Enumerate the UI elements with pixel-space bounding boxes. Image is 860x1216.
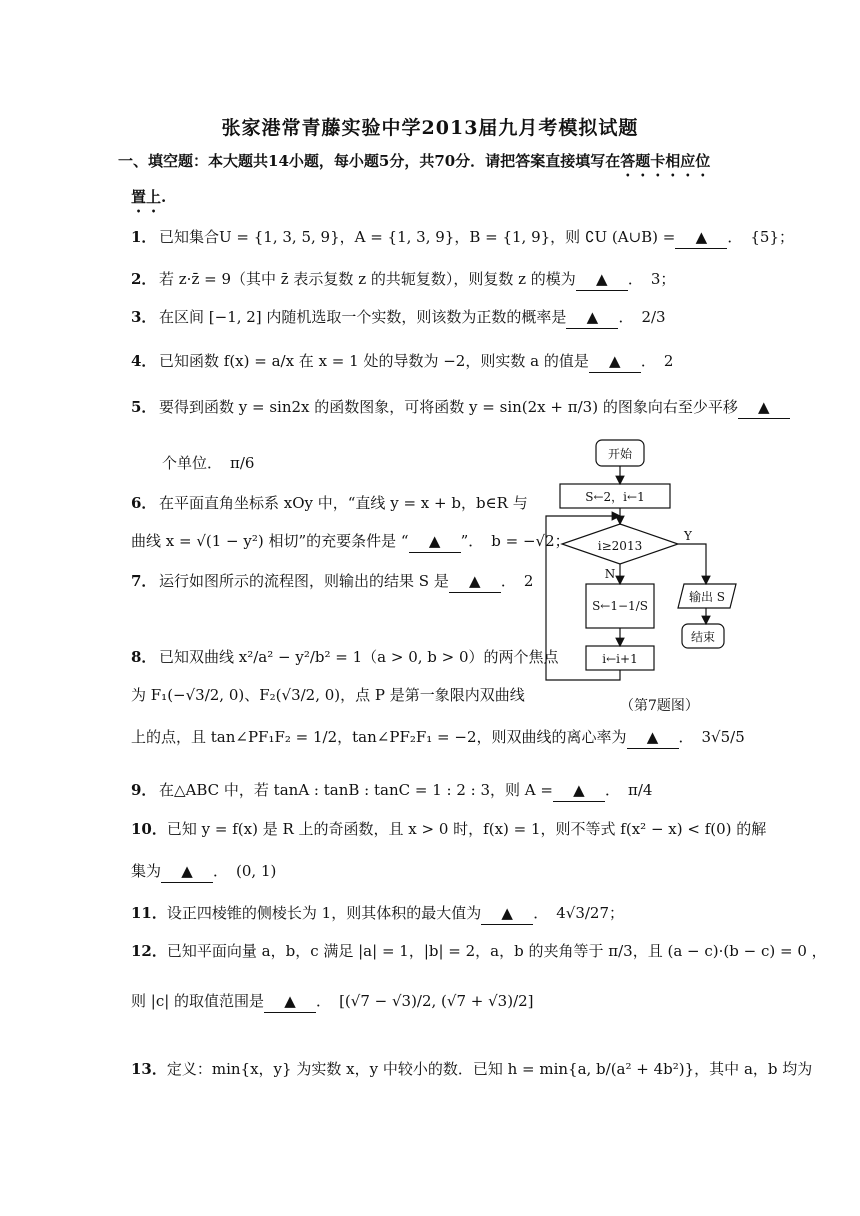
- question-line: [131, 268, 675, 291]
- question-punct: ．: [213, 862, 229, 880]
- question-number: 10．: [131, 820, 167, 838]
- question-number: 8．: [131, 648, 157, 666]
- question-punct: ．: [533, 904, 549, 922]
- section-heading-emph-1: 答题卡相应位: [620, 152, 711, 170]
- question-text: 已知函数 f(x) = a/x 在 x = 1 处的导数为 −2，则实数 a 的值是: [159, 352, 589, 370]
- answer-blank: ▲: [481, 902, 533, 925]
- answer-blank: ▲: [627, 726, 679, 749]
- answer-text: 3√5/5: [701, 728, 745, 746]
- answer-text: π/6: [230, 454, 255, 472]
- question-text: 已知双曲线 x²/a² − y²/b² = 1（a > 0, b > 0）的两个焦点: [159, 648, 559, 666]
- question-text: 已知集合U = {1, 3, 5, 9}，A = {1, 3, 9}，B = {1, 9}，则 ∁U (A∪B) =: [159, 228, 676, 246]
- answer-text: π/4: [627, 781, 653, 799]
- answer-text: 2: [523, 572, 534, 590]
- question-text: 若 z·z̄ = 9（其中 z̄ 表示复数 z 的共轭复数），则复数 z 的模为: [159, 270, 576, 288]
- question-line: [131, 990, 534, 1013]
- question-line: [131, 940, 827, 962]
- question-line: [162, 452, 254, 474]
- question-line: [131, 646, 559, 668]
- answer-blank: ▲: [576, 268, 628, 291]
- question-line: [131, 530, 570, 553]
- answer-blank: ▲: [553, 779, 605, 802]
- answer-text: b = −√2；: [491, 532, 570, 550]
- flowchart-no-label: N: [604, 567, 616, 581]
- question-number: 6．: [131, 494, 157, 512]
- answer-text: 2: [663, 352, 674, 370]
- answer-blank: ▲: [409, 530, 461, 553]
- question-punct: ．: [618, 308, 634, 326]
- question-punct: ．: [678, 728, 694, 746]
- question-text: 设正四棱锥的侧棱长为 1，则其体积的最大值为: [166, 904, 482, 922]
- question-line: [131, 726, 745, 749]
- answer-text: 3；: [650, 270, 676, 288]
- question-line: [131, 570, 533, 593]
- answer-blank: ▲: [449, 570, 501, 593]
- flowchart: [540, 436, 760, 726]
- answer-text: {5}；: [750, 228, 795, 246]
- question-punct: ．: [604, 781, 620, 799]
- question-number: 11．: [131, 904, 167, 922]
- question-line: [131, 860, 276, 883]
- question-line: [131, 350, 673, 373]
- section-heading-end: .: [161, 188, 167, 206]
- question-text: 已知平面向量 a，b，c 满足 |a| = 1，|b| = 2，a，b 的夹角等于 π/3，且 (a − c)·(b − c) = 0 ，: [166, 942, 827, 960]
- question-punct: ．: [640, 352, 656, 370]
- answer-blank: ▲: [161, 860, 213, 883]
- question-text: 要得到函数 y = sin2x 的函数图象，可将函数 y = sin(2x + π/3) 的图象向右至少平移: [159, 398, 738, 416]
- question-text: 则 |c| 的取值范围是: [131, 992, 265, 1010]
- answer-text: 4√3/27；: [556, 904, 625, 922]
- question-line: [131, 306, 666, 329]
- question-text: 上的点，且 tan∠PF₁F₂ = 1/2，tan∠PF₂F₁ = −2，则双曲线的离心率为: [131, 728, 627, 746]
- answer-blank: ▲: [589, 350, 641, 373]
- flowchart-output: 输出 S: [688, 590, 726, 604]
- question-line: [131, 818, 766, 840]
- flowchart-end: 结束: [690, 630, 716, 644]
- question-number: 3．: [131, 308, 157, 326]
- question-text: 运行如图所示的流程图，则输出的结果 S 是: [159, 572, 449, 590]
- question-text: 集为: [131, 862, 162, 880]
- flowchart-start: 开始: [607, 447, 633, 461]
- question-punct: ．: [627, 270, 643, 288]
- question-punct: ”．: [460, 532, 484, 550]
- question-text: 曲线 x = √(1 − y²) 相切”的充要条件是 “: [131, 532, 409, 550]
- question-line: [131, 396, 790, 419]
- question-number: 7．: [131, 572, 157, 590]
- page-title: 张家港常青藤实验中学2013届九月考模拟试题: [221, 117, 639, 139]
- answer-text: [(√7 − √3)/2, (√7 + √3)/2]: [339, 992, 534, 1010]
- question-text: 为 F₁(−√3/2, 0)、F₂(√3/2, 0)，点 P 是第一象限内双曲线: [131, 686, 525, 704]
- question-text: 个单位．: [162, 454, 223, 472]
- answer-blank: ▲: [738, 396, 790, 419]
- question-punct: ．: [316, 992, 332, 1010]
- section-heading-cont: [131, 186, 166, 216]
- flowchart-increment: i←i+1: [602, 652, 638, 666]
- flowchart-process: S←1−1/S: [592, 599, 648, 613]
- flowchart-caption: （第7题图）: [620, 698, 699, 714]
- question-number: 1．: [131, 228, 157, 246]
- question-number: 9．: [131, 781, 157, 799]
- flowchart-yes-label: Y: [684, 529, 692, 543]
- question-number: 4．: [131, 352, 157, 370]
- question-line: [131, 492, 528, 514]
- question-punct: ．: [500, 572, 516, 590]
- question-line: [131, 779, 652, 802]
- question-text: 在平面直角坐标系 xOy 中，“直线 y = x + b，b∈R 与: [159, 494, 528, 512]
- answer-blank: ▲: [675, 226, 727, 249]
- question-number: 12．: [131, 942, 167, 960]
- section-heading-text: 一、填空题：本大题共14小题，每小题5分，共70分．请把答案直接填写在: [118, 152, 621, 170]
- section-heading: [118, 150, 710, 180]
- question-line: [131, 226, 794, 249]
- question-text: 已知 y = f(x) 是 R 上的奇函数，且 x > 0 时，f(x) = 1，则不等式 f(x² − x) < f(0) 的解: [166, 820, 767, 838]
- question-number: 13．: [131, 1060, 167, 1078]
- answer-blank: ▲: [264, 990, 316, 1013]
- flowchart-condition: i≥2013: [597, 539, 643, 553]
- question-text: 在区间 [−1, 2] 内随机选取一个实数，则该数为正数的概率是: [159, 308, 567, 326]
- question-text: 在△ABC 中，若 tanA : tanB : tanC = 1 : 2 : 3，则 A =: [159, 781, 553, 799]
- flowchart-init: S←2，i←1: [585, 490, 645, 504]
- question-line: [131, 902, 624, 925]
- answer-blank: ▲: [566, 306, 618, 329]
- answer-text: (0, 1): [236, 862, 277, 880]
- answer-text: 2/3: [641, 308, 666, 326]
- section-heading-emph-2: 置上: [131, 188, 162, 206]
- question-text: 定义：min{x，y} 为实数 x，y 中较小的数．已知 h = min{a, b/(a² + 4b²)}，其中 a，b 均为: [166, 1060, 813, 1078]
- question-number: 5．: [131, 398, 157, 416]
- question-line: [131, 684, 525, 706]
- question-line: [131, 1058, 812, 1080]
- question-number: 2．: [131, 270, 157, 288]
- question-punct: ．: [727, 228, 743, 246]
